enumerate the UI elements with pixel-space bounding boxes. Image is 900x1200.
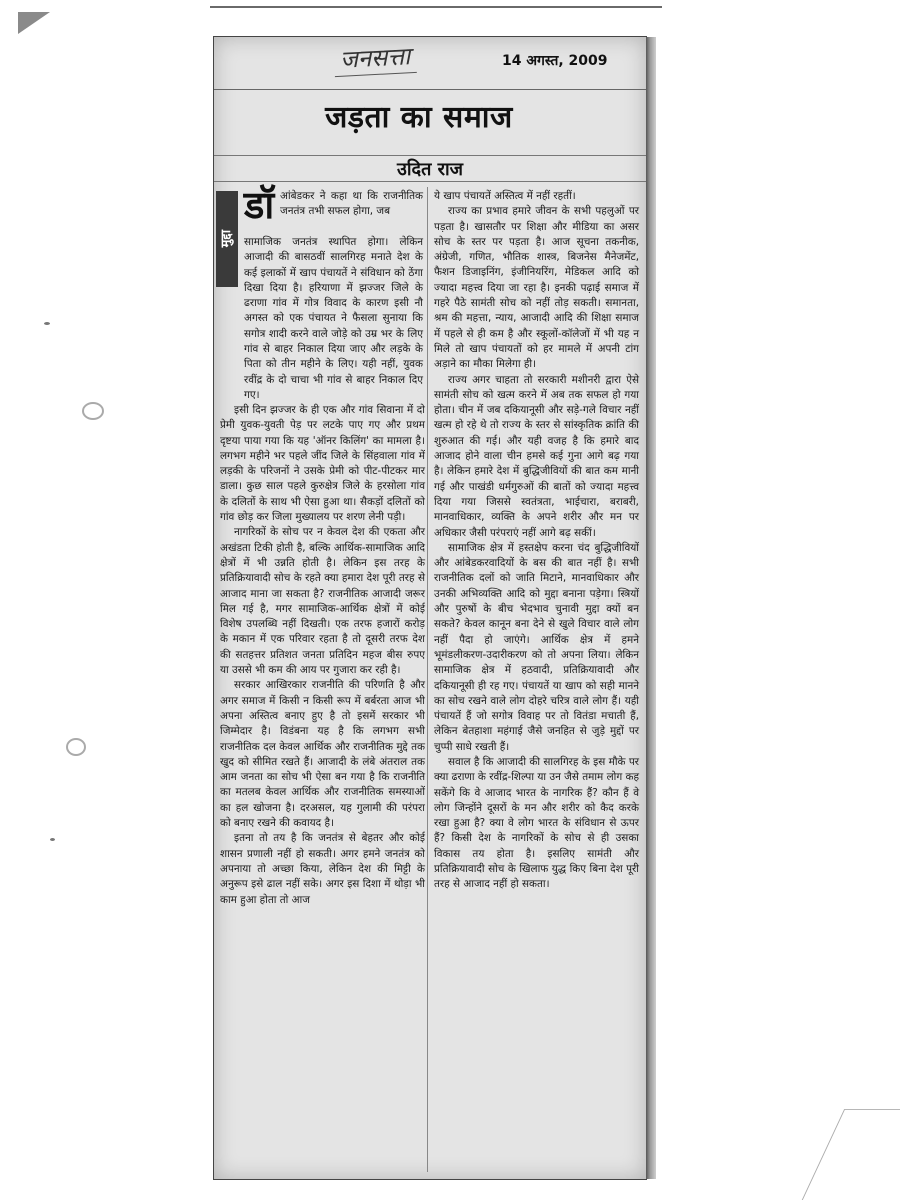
- article-byline: उदित राज: [397, 159, 463, 180]
- article-paragraph: इसी दिन झज्जर के ही एक और गांव सिवाना में दो प्रेमी युवक-युवती पेड़ पर लटके पाए गए और प्रथम दृष्टया पाया गया कि यह 'ऑनर किलिंग' का मामला है। लगभग महीने भर पहले जींद जिले के सिंहवाला गांव में लड़की के परिजनों ने उसके प्रेमी को पीट-पीटकर मार डाला। कुछ साल पहले कुरुक्षेत्र जिले के हरसोला गांव के दलितों के साथ भी ऐसा हुआ था। सैकड़ों दलितों को गांव छोड़ कर जिला मुख्यालय पर शरण लेनी पड़ी।: [220, 404, 425, 524]
- scan-speck: [82, 402, 104, 420]
- article-column-left: [219, 183, 425, 908]
- byline-rule: [214, 181, 646, 182]
- article-paragraph: सरकार आखिरकार राजनीति की परिणति है और अगर समाज में किसी न किसी रूप में बर्बरता आज भी अपना अस्तित्व बनाए हुए है तो इसमें सरकार भी जिम्मेदार है। विडंबना यह है कि लगभग सभी राजनीतिक दल केवल आर्थिक और राजनीतिक मुद्दे तक खुद को सीमित रखते हैं। आजादी के लंबे अंतराल तक आम जनता का सोच भी ऐसा बन गया है कि राजनीति का मतलब केवल आर्थिक और राजनीतिक समस्याओं का हल खोजना है। दरअसल, यह गुलामी की परंपरा को बनाए रखने की कवायद है।: [220, 679, 425, 830]
- article-paragraph: राज्य अगर चाहता तो सरकारी मशीनरी द्वारा ऐसे सामंती सोच को खत्म करने में अब तक सफल हो गया होता। चीन में जब दकियानूसी और सड़े-गले विचार नहीं खत्म हो रहे थे तो राज्य के स्तर से सांस्कृतिक क्रांति की शुरुआत की गई। और यही वजह है कि हमारे बाद आजाद होने वाला चीन हमसे कई गुना आगे बढ़ गया है। लेकिन हमारे देश में बुद्धिजीवियों की बात कम मानी गई और पाखंडी धर्मगुरुओं की बातों को ज्यादा महत्त्व दिया गया जिससे स्वतंत्रता, भाईचारा, बराबरी, मानवाधिकार, व्यक्ति के अपने शरीर और मन पर अधिकार जैसी परंपराएं नहीं आगे बढ़ सकीं।: [434, 373, 639, 539]
- publication-date: 14 अगस्त, 2009: [502, 53, 608, 69]
- section-tag: [216, 191, 238, 287]
- article-paragraph: सामाजिक क्षेत्र में हस्तक्षेप करना चंद बुद्धिजीवियों और आंबेडकरवादियों के बस की बात नहीं है। सभी राजनीतिक दलों को जाति मिटाने, मानवाधिकार और उनकी अभिव्यक्ति आदि को मुद्दा बनाना पड़ेगा। स्त्रियों और पुरुषों के बीच भेदभाव चुनावी मुद्दा क्यों बन सकते? केवल कानून बना देने से खुले विचार वाले लोग नहीं पैदा हो जाएंगे। आर्थिक क्षेत्र में हमने भूमंडलीकरण-उदारीकरण को तो अपना लिया। लेकिन सामाजिक क्षेत्र में हठवादी, प्रतिक्रियावादी और दकियानूसी ही रह गए। पंचायतें या खाप को सही मानने का सोच रखने वाले लोग दोहरे चरित्र वाले लोग हैं। यही पंचायतें हैं जो सगोत्र विवाह पर तो वितंडा मचाती हैं, लेकिन बेतहाशा महंगाई जैसे जनहित से जुड़े मुद्दों पर चुप्पी साधे रखती हैं।: [434, 541, 639, 753]
- article-column-right: [434, 189, 639, 893]
- clipping-masthead: [214, 37, 646, 90]
- article-paragraph: सवाल है कि आजादी की सालगिरह के इस मौके पर क्या ढराणा के रवींद्र-शिल्पा या उन जैसे तमाम लोग कह सकेंगे कि वे आजाद भारत के नागरिक हैं? कौन हैं वे लोग जिन्होंने दूसरों के मन और शरीर को कैद करके रखा हुआ है? क्या वे लोग भारत के संविधान से ऊपर हैं? किसी देश के नागरिकों के सोच से ही उसका विकास तय होता है। इसलिए सामंती और प्रतिक्रियावादी सोच के खिलाफ युद्ध किए बिना देश पूरी तरह से आजाद नहीं हो सकता।: [434, 755, 639, 891]
- headline-rule: [214, 155, 646, 156]
- intro-text-first: आंबेडकर ने कहा था कि राजनीतिक जनतंत्र तभी सफल होगा, जब: [280, 190, 423, 218]
- column-divider: [427, 187, 428, 1172]
- article-paragraph: इतना तो तय है कि जनतंत्र से बेहतर और कोई शासन प्रणाली नहीं हो सकती। अगर हमने जनतंत्र को अपनाया तो अच्छा किया, लेकिन देश की मिट्टी के अनुरूप इसे ढाल नहीं सके। अगर इस दिशा में थोड़ा भी काम हुआ होता तो आज: [220, 832, 425, 906]
- scan-speck: [66, 738, 86, 756]
- article-paragraph: ये खाप पंचायतें अस्तित्व में नहीं रहतीं।: [434, 190, 576, 202]
- section-tag-label: मुद्दा: [219, 230, 235, 248]
- article-paragraph: राज्य का प्रभाव हमारे जीवन के सभी पहलुओं पर पड़ता है। खासतौर पर शिक्षा और मीडिया का असर सोच के स्तर पर पड़ता है। आज सूचना तकनीक, अंग्रेजी, गणित, भौतिक शास्त्र, बिजनेस मैनेजमेंट, फैशन डिजाइनिंग, इंजीनियरिंग, मेडिकल आदि को ज्यादा महत्त्व दिया जा रहा है। इनकी पढ़ाई समाज में गहरे पैठे सामंती सोच को नहीं तोड़ सकती। समानता, श्रम की महत्ता, न्याय, आजादी आदि की शिक्षा समाज में पहले से ही कम है और स्कूलों-कॉलेजों में भी यह न मिले तो खाप पंचायतों को हर मामले में अपनी टांग अड़ाने का मौका मिलेगा ही।: [434, 205, 639, 371]
- article-intro-block: [219, 183, 425, 401]
- newspaper-name: जनसत्ता: [333, 39, 417, 77]
- drop-cap: डॉ: [244, 183, 275, 227]
- scan-speck: [44, 322, 50, 325]
- scan-edge-line: [210, 6, 662, 8]
- article-headline: जड़ता का समाज: [325, 100, 513, 135]
- intro-text-rest: सामाजिक जनतंत्र स्थापित होगा। लेकिन आजादी की बासठवीं सालगिरह मनाते देश के कई इलाकों में खाप पंचायतें ने संविधान को ठेंगा दिखा दिया है। हरियाणा में झज्जर जिले के ढराणा गांव में गोत्र विवाद के कारण इसी नौ अगस्त को एक पंचायत ने फैसला सुनाया कि सगोत्र शादी करने वाले जोड़े को उम्र भर के लिए गांव से बाहर निकाल दिया जाए और लड़के के पिता को तीन महीने के लिए। यही नहीं, युवक रवींद्र के दो चाचा भी गांव से बाहर निकाल दिए गए।: [244, 236, 423, 401]
- page-corner-crease: [802, 1109, 900, 1200]
- page-corner-fold: [18, 12, 50, 34]
- scan-speck: [50, 838, 55, 841]
- newspaper-clipping: [213, 36, 647, 1180]
- article-paragraph: नागरिकों के सोच पर न केवल देश की एकता और अखंडता टिकी होती है, बल्कि आर्थिक-सामाजिक आदि क्षेत्रों में भी उन्नति होती है। लेकिन इस तरह के प्रतिक्रियावादी सोच के रहते क्या हमारा देश पूरी तरह से आजाद माना जा सकता है? राजनीतिक आजादी जरूर मिल गई है, मगर सामाजिक-आर्थिक क्षेत्रों में कोई विशेष उपलब्धि नहीं दिखती। एक तरफ हजारों करोड़ के मकान में एक परिवार रहता है तो दूसरी तरफ देश की सतहत्तर प्रतिशत जनता प्रतिदिन महज बीस रुपए या उससे भी कम की आय पर गुजारा कर रही है।: [220, 526, 425, 677]
